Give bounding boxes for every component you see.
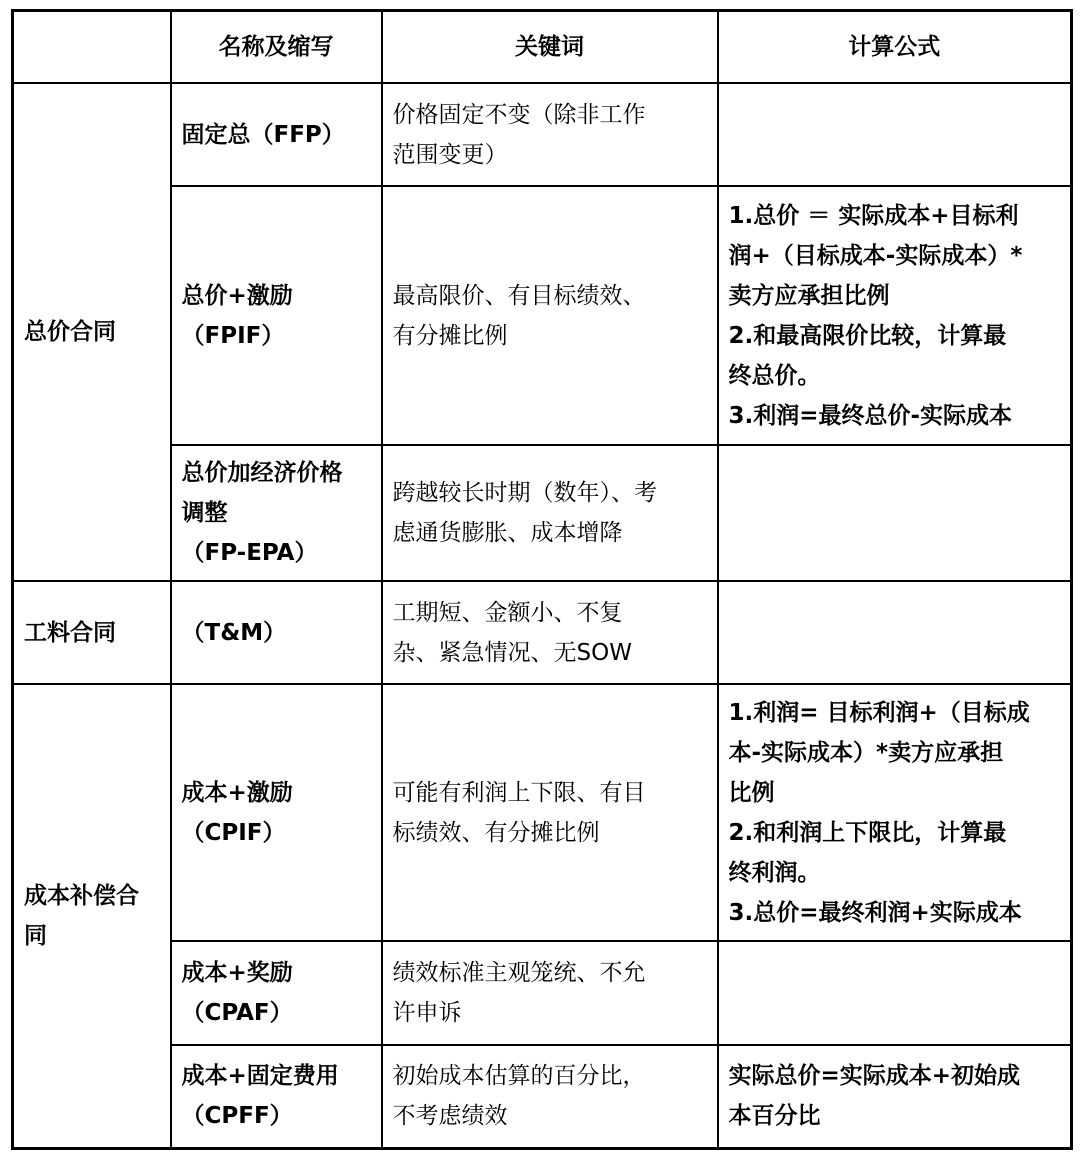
contract-types-table (11, 9, 1073, 1150)
formula-line: 润+（目标成本-实际成本）* (728, 242, 1023, 269)
name-cell-cpaf (171, 941, 382, 1045)
formula-line: 本百分比 (728, 1103, 821, 1130)
name-line: 成本+奖励 (181, 960, 293, 986)
name-cell-fpepa (171, 445, 382, 581)
name-line: （FP-EPA） (181, 540, 318, 566)
formula-line: 比例 (728, 779, 775, 806)
formula-line: 本-实际成本）*卖方应承担 (728, 739, 1004, 766)
formula-cell-cpaf (718, 941, 1072, 1045)
formula-line: 2.和最高限价比较，计算最 (728, 322, 1007, 349)
table-row-ffp (13, 83, 1072, 186)
formula-line: 1.总价 ＝ 实际成本+目标利 (728, 202, 1019, 229)
name-line: 成本+激励 (181, 779, 293, 806)
category-line: 成本补偿合 (24, 882, 139, 909)
formula-line: 实际总价=实际成本+初始成 (728, 1063, 1021, 1090)
keywords-cell-tm (382, 581, 718, 684)
name-line: 调整 (181, 500, 228, 526)
table-row-fpif (13, 186, 1072, 445)
table-row-cpaf (13, 941, 1072, 1045)
formula-cell-fpepa (718, 445, 1072, 581)
formula-cell-tm (718, 581, 1072, 684)
keywords-line: 有分摊比例 (392, 322, 508, 349)
name-line: （CPFF） (181, 1103, 293, 1130)
header-name: 名称及缩写 (171, 11, 382, 84)
header-category (13, 11, 171, 84)
name-cell-cpff (171, 1045, 382, 1148)
keywords-cell-cpff (382, 1045, 718, 1148)
keywords-line: 可能有利润上下限、有目 (392, 779, 646, 806)
keywords-line: 跨越较长时期（数年）、考 (392, 480, 657, 506)
formula-cell-cpif (718, 684, 1072, 941)
keywords-cell-cpaf (382, 941, 718, 1045)
formula-line: 终利润。 (728, 859, 821, 886)
keywords-line: 标绩效、有分摊比例 (392, 819, 600, 846)
category-line: 同 (24, 922, 47, 949)
name-line: （FPIF） (181, 322, 285, 349)
keywords-line: 绩效标准主观笼统、不允 (392, 960, 646, 986)
keywords-line: 虑通货膨胀、成本增降 (392, 520, 623, 546)
keywords-cell-fpif (382, 186, 718, 445)
formula-line: 3.总价=最终利润+实际成本 (728, 899, 1022, 926)
name-line: （T&M） (181, 619, 287, 646)
keywords-line: 工期短、金额小、不复 (392, 599, 623, 626)
formula-line: 终总价。 (728, 362, 821, 389)
name-cell-cpif (171, 684, 382, 941)
formula-line: 3.利润=最终总价-实际成本 (728, 402, 1013, 429)
name-cell-ffp (171, 83, 382, 186)
table-row-cpif (13, 684, 1072, 941)
name-line: 总价加经济价格 (181, 460, 343, 486)
formula-cell-cpff (718, 1045, 1072, 1148)
keywords-cell-fpepa (382, 445, 718, 581)
table-row-cpff (13, 1045, 1072, 1148)
table-row-tm (13, 581, 1072, 684)
keywords-line: 范围变更） (392, 141, 508, 168)
keywords-line: 不考虑绩效 (392, 1103, 508, 1130)
name-cell-fpif (171, 186, 382, 445)
formula-line: 卖方应承担比例 (728, 282, 890, 309)
formula-cell-ffp (718, 83, 1072, 186)
category-cost-reimbursable (13, 684, 171, 1148)
keywords-line: 杂、紧急情况、无SOW (392, 639, 632, 666)
keywords-cell-ffp (382, 83, 718, 186)
keywords-line: 价格固定不变（除非工作 (392, 101, 646, 128)
header-row (13, 11, 1072, 84)
formula-line: 1.利润= 目标利润+（目标成 (728, 699, 1030, 726)
keywords-line: 许申诉 (392, 1000, 462, 1026)
keywords-cell-cpif (382, 684, 718, 941)
name-line: （CPIF） (181, 819, 286, 846)
name-line: 固定总（FFP） (181, 121, 345, 148)
formula-cell-fpif (718, 186, 1072, 445)
name-line: 成本+固定费用 (181, 1063, 339, 1090)
keywords-line: 最高限价、有目标绩效、 (392, 282, 646, 309)
table-row-fpepa (13, 445, 1072, 581)
keywords-line: 初始成本估算的百分比， (392, 1063, 646, 1090)
name-cell-tm (171, 581, 382, 684)
formula-line: 2.和利润上下限比，计算最 (728, 819, 1007, 846)
category-time-material: 工料合同 (13, 581, 171, 684)
category-fixed-price: 总价合同 (13, 83, 171, 581)
header-keywords: 关键词 (382, 11, 718, 84)
name-line: （CPAF） (181, 1000, 293, 1026)
name-line: 总价+激励 (181, 282, 293, 309)
header-formula: 计算公式 (718, 11, 1072, 84)
